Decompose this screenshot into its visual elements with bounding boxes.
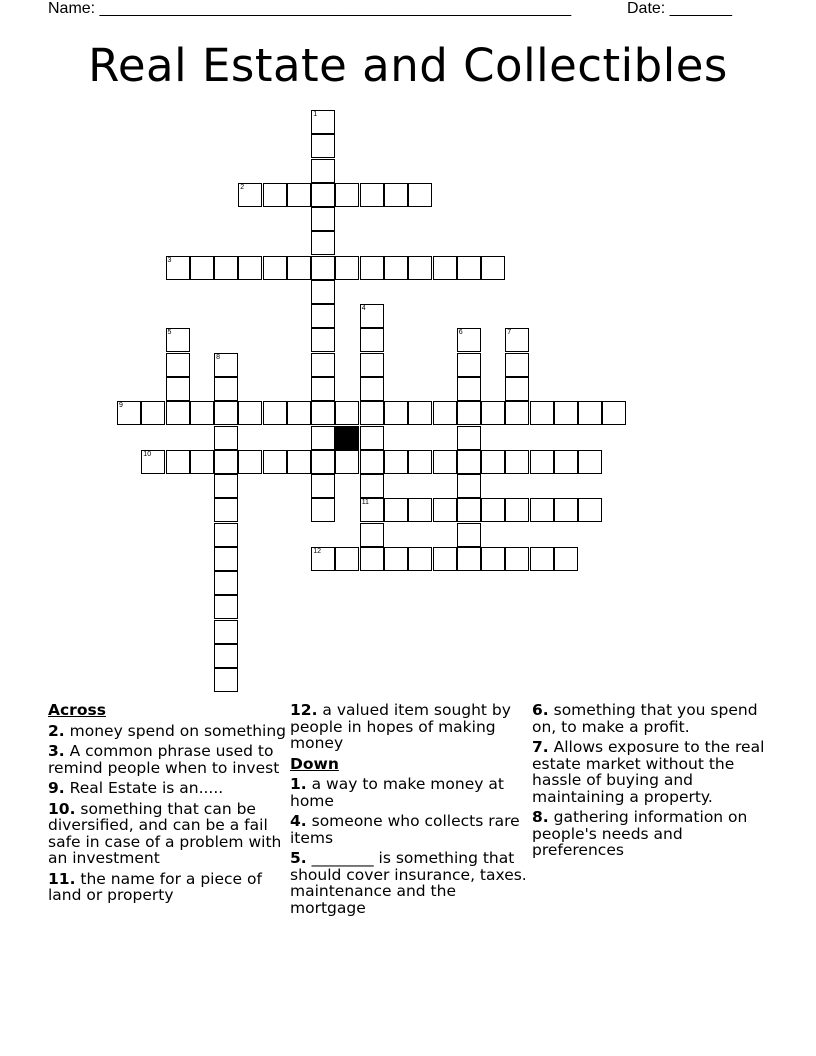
grid-cell[interactable] [360, 547, 384, 571]
grid-cell[interactable] [311, 498, 335, 522]
grid-cell[interactable] [311, 328, 335, 352]
grid-cell[interactable] [384, 498, 408, 522]
grid-cell[interactable] [481, 401, 505, 425]
grid-cell[interactable] [166, 450, 190, 474]
across-heading: Across [48, 701, 106, 719]
grid-cell[interactable] [457, 547, 481, 571]
date-field: Date: _______ [627, 0, 732, 17]
grid-cell[interactable] [505, 498, 529, 522]
across-clue-2: 2. money spend on something [48, 721, 287, 740]
grid-cell[interactable] [214, 450, 238, 474]
grid-cell[interactable] [457, 450, 481, 474]
grid-cell[interactable] [457, 474, 481, 498]
grid-cell[interactable] [311, 547, 335, 571]
grid-cell[interactable] [311, 231, 335, 255]
page-title: Real Estate and Collectibles [88, 39, 728, 92]
grid-cell[interactable] [408, 450, 432, 474]
clue-number: 3 [167, 256, 172, 264]
grid-cell[interactable] [384, 183, 408, 207]
grid-cell[interactable] [287, 401, 311, 425]
grid-cell[interactable] [214, 644, 238, 668]
grid-cell[interactable] [214, 426, 238, 450]
grid-cell[interactable] [457, 401, 481, 425]
grid-cell[interactable] [166, 377, 190, 401]
clue-number: 12 [313, 547, 321, 555]
grid-cell[interactable] [287, 450, 311, 474]
grid-cell[interactable] [335, 450, 359, 474]
grid-cell[interactable] [457, 426, 481, 450]
grid-cell[interactable] [214, 401, 238, 425]
grid-cell[interactable] [166, 401, 190, 425]
grid-cell[interactable] [311, 353, 335, 377]
grid-cell[interactable] [287, 256, 311, 280]
grid-cell[interactable] [505, 328, 529, 352]
grid-cell[interactable] [360, 450, 384, 474]
grid-cell[interactable] [311, 377, 335, 401]
grid-cell[interactable] [408, 183, 432, 207]
grid-cell[interactable] [360, 401, 384, 425]
grid-cell[interactable] [214, 256, 238, 280]
clue-column-3 [532, 702, 772, 863]
clue-number: 5 [167, 329, 172, 337]
across-clue-3: 3. A common phrase used to remind people when to invest [48, 742, 280, 777]
grid-cell[interactable] [190, 256, 214, 280]
clue-number: 10 [143, 450, 152, 458]
grid-cell[interactable] [360, 523, 384, 547]
clue-number: 4 [361, 305, 366, 313]
grid-cell[interactable] [360, 183, 384, 207]
clue-number: 9 [119, 402, 123, 410]
down-clue-5: 5. ________ is something that should cover insurance, taxes. maintenance and the mortgage [290, 849, 527, 917]
grid-cell[interactable] [214, 474, 238, 498]
grid-cell[interactable] [505, 353, 529, 377]
grid-cell[interactable] [166, 328, 190, 352]
grid-cell[interactable] [384, 547, 408, 571]
grid-cell[interactable] [530, 401, 554, 425]
grid-cell[interactable] [408, 547, 432, 571]
grid-cell[interactable] [481, 498, 505, 522]
grid-cell[interactable] [117, 401, 141, 425]
grid-cell[interactable] [311, 110, 335, 134]
grid-cell[interactable] [214, 523, 238, 547]
grid-cell[interactable] [287, 183, 311, 207]
grid-cell[interactable] [433, 401, 457, 425]
grid-cell[interactable] [311, 401, 335, 425]
grid-cell[interactable] [360, 304, 384, 328]
grid-cell[interactable] [384, 450, 408, 474]
grid-cell[interactable] [384, 256, 408, 280]
grid-cell[interactable] [214, 498, 238, 522]
clue-number: 7 [507, 329, 512, 337]
grid-cell[interactable] [166, 256, 190, 280]
grid-cell[interactable] [214, 620, 238, 644]
grid-cell[interactable] [505, 377, 529, 401]
grid-cell[interactable] [238, 450, 262, 474]
grid-cell[interactable] [602, 401, 626, 425]
grid-cell[interactable] [190, 401, 214, 425]
grid-cell[interactable] [335, 256, 359, 280]
down-clue-4: 4. someone who collects rare items [290, 812, 520, 847]
grid-cell[interactable] [530, 547, 554, 571]
grid-cell[interactable] [481, 256, 505, 280]
grid-cell[interactable] [408, 401, 432, 425]
grid-cell[interactable] [238, 401, 262, 425]
grid-cell[interactable] [311, 450, 335, 474]
grid-cell[interactable] [311, 304, 335, 328]
down-clue-1: 1. a way to make money at home [290, 775, 504, 810]
grid-cell[interactable] [360, 474, 384, 498]
grid-cell[interactable] [408, 256, 432, 280]
grid-cell[interactable] [141, 450, 165, 474]
grid-cell[interactable] [238, 256, 262, 280]
grid-cell[interactable] [311, 474, 335, 498]
grid-cell[interactable] [263, 450, 287, 474]
grid-cell[interactable] [214, 377, 238, 401]
grid-cell[interactable] [481, 450, 505, 474]
grid-cell[interactable] [214, 547, 238, 571]
grid-cell[interactable] [457, 256, 481, 280]
grid-cell[interactable] [263, 401, 287, 425]
down-clue-8: 8. gathering information on people's needs and preferences [532, 808, 748, 859]
grid-cell[interactable] [311, 183, 335, 207]
grid-cell[interactable] [578, 498, 602, 522]
grid-cell[interactable] [311, 134, 335, 158]
across-clue-12: 12. a valued item sought by people in hopes of making money [290, 701, 511, 752]
clue-number: 8 [216, 353, 220, 361]
clue-number: 2 [240, 183, 245, 191]
name-field: Name: _____________________________________________________ [48, 0, 572, 17]
grid-cell[interactable] [311, 256, 335, 280]
grid-cell[interactable] [457, 377, 481, 401]
grid-cell[interactable] [457, 328, 481, 352]
grid-cell[interactable] [214, 571, 238, 595]
grid-cell[interactable] [360, 328, 384, 352]
grid-cell[interactable] [335, 547, 359, 571]
grid-cell[interactable] [360, 426, 384, 450]
grid-cell[interactable] [481, 547, 505, 571]
across-clue-11: 11. the name for a piece of land or property [48, 869, 262, 904]
grid-cell[interactable] [335, 401, 359, 425]
grid-cell[interactable] [457, 353, 481, 377]
grid-black-cell [335, 426, 359, 450]
grid-cell[interactable] [457, 523, 481, 547]
grid-cell[interactable] [505, 401, 529, 425]
grid-cell[interactable] [433, 256, 457, 280]
grid-cell[interactable] [214, 353, 238, 377]
grid-cell[interactable] [335, 183, 359, 207]
grid-cell[interactable] [311, 207, 335, 231]
grid-cell[interactable] [360, 498, 384, 522]
clue-column-2 [290, 702, 530, 920]
across-clue-9: 9. Real Estate is an..... [48, 779, 224, 797]
grid-cell[interactable] [530, 498, 554, 522]
grid-cell[interactable] [433, 450, 457, 474]
grid-cell[interactable] [190, 450, 214, 474]
grid-cell[interactable] [578, 401, 602, 425]
down-clue-6: 6. something that you spend on, to make a profit. [532, 701, 758, 736]
grid-cell[interactable] [433, 547, 457, 571]
grid-cell[interactable] [554, 401, 578, 425]
across-clue-10: 10. something that can be diversified, and can be a fail safe in case of a problem with an investment [48, 799, 282, 867]
grid-cell[interactable] [360, 377, 384, 401]
grid-cell[interactable] [214, 668, 238, 692]
grid-cell[interactable] [554, 498, 578, 522]
grid-cell[interactable] [554, 547, 578, 571]
clue-number: 6 [458, 329, 463, 337]
grid-cell[interactable] [214, 595, 238, 619]
grid-cell[interactable] [311, 426, 335, 450]
down-clue-7: 7. Allows exposure to the real estate market without the hassle of buying and maintaining a property. [532, 738, 765, 806]
grid-cell[interactable] [263, 183, 287, 207]
grid-cell[interactable] [554, 450, 578, 474]
grid-cell[interactable] [238, 183, 262, 207]
grid-cell[interactable] [384, 401, 408, 425]
clue-column-1 [48, 702, 288, 908]
down-heading: Down [290, 754, 339, 773]
grid-cell[interactable] [457, 498, 481, 522]
grid-cell[interactable] [263, 256, 287, 280]
grid-cell[interactable] [408, 498, 432, 522]
grid-cell[interactable] [505, 547, 529, 571]
grid-cell[interactable] [433, 498, 457, 522]
clue-number: 1 [313, 111, 318, 118]
grid-cell[interactable] [141, 401, 165, 425]
grid-cell[interactable] [505, 450, 529, 474]
grid-cell[interactable] [360, 256, 384, 280]
grid-cell[interactable] [311, 159, 335, 183]
grid-cell[interactable] [360, 353, 384, 377]
grid-cell[interactable] [166, 353, 190, 377]
grid-cell[interactable] [578, 450, 602, 474]
clue-number: 11 [361, 499, 369, 507]
grid-cell[interactable] [530, 450, 554, 474]
grid-cell[interactable] [311, 280, 335, 304]
